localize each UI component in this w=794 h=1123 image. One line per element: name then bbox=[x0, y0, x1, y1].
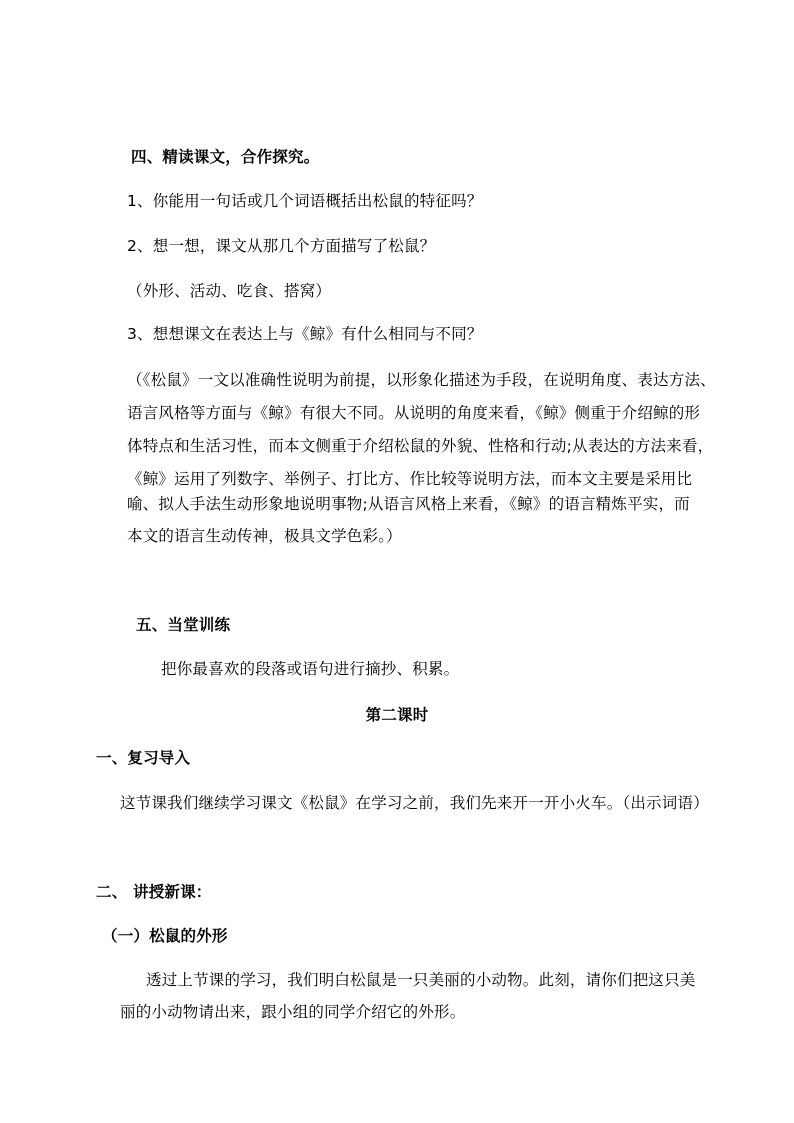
answer-3-line: 本文的语言生动传神，极具文学色彩。） bbox=[127, 527, 402, 545]
subsection-1-line: 丽的小动物请出来，跟小组的同学介绍它的外形。 bbox=[120, 1003, 466, 1021]
question-3: 3、想想课文在表达上与《鲸》有什么相同与不同？ bbox=[127, 325, 483, 343]
lesson-title: 第二课时 bbox=[365, 706, 429, 724]
answer-3-line: 语言风格等方面与《鲸》有很大不同。从说明的角度来看，《鲸》侧重于介绍鲸的形 bbox=[127, 404, 701, 422]
subsection-1-heading: （一）松鼠的外形 bbox=[102, 927, 228, 945]
section5-text: 把你最喜欢的段落或语句进行摘抄、积累。 bbox=[161, 660, 460, 678]
subsection-1-line: 透过上节课的学习，我们明白松鼠是一只美丽的小动物。此刻，请你们把这只美 bbox=[146, 971, 696, 989]
answer-3-line: 体特点和生活习性，而本文侧重于介绍松鼠的外貌、性格和行动;从表达的方法来看， bbox=[127, 437, 714, 455]
new-lesson-heading: 二、 讲授新课： bbox=[96, 883, 212, 901]
answer-3-line: （《松鼠》一文以准确性说明为前提，以形象化描述为手段，在说明角度、表达方法、 bbox=[127, 371, 716, 389]
review-heading: 一、复习导入 bbox=[96, 749, 191, 767]
question-1: 1、你能用一句话或几个词语概括出松鼠的特征吗？ bbox=[127, 192, 483, 210]
answer-3-line: 《鲸》运用了列数字、举例子、打比方、作比较等说明方法，而本文主要是采用比 bbox=[127, 470, 693, 488]
answer-2: （外形、活动、吃食、搭窝） bbox=[127, 282, 332, 300]
section4-heading: 四、精读课文，合作探究。 bbox=[131, 148, 320, 166]
review-text: 这节课我们继续学习课文《松鼠》在学习之前，我们先来开一开小火车。（出示词语） bbox=[120, 794, 709, 812]
question-2: 2、想一想，课文从那几个方面描写了松鼠？ bbox=[127, 237, 436, 255]
answer-3-line: 喻、拟人手法生动形象地说明事物;从语言风格上来看，《鲸》的语言精炼平实，而 bbox=[127, 495, 690, 513]
section5-heading: 五、当堂训练 bbox=[136, 616, 231, 634]
